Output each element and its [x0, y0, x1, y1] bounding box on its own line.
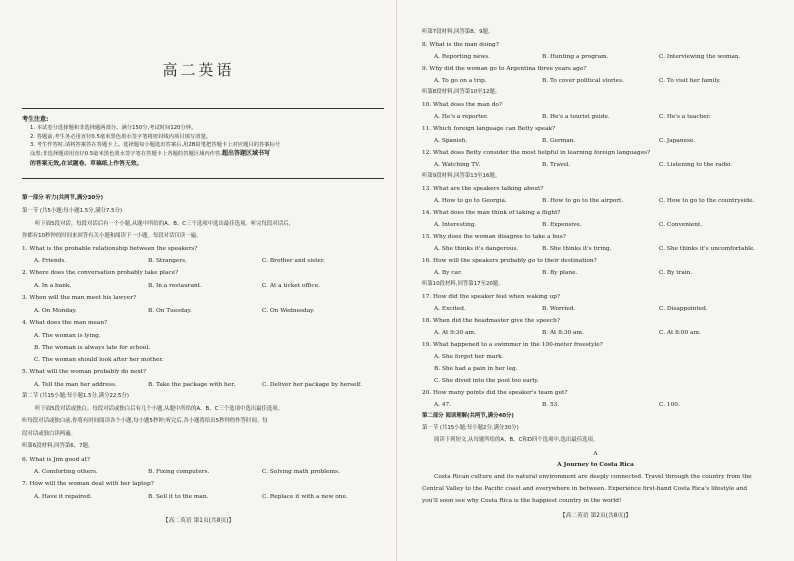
exam-text-line: 12. What does Betty consider the most helpful in learning foreign languages?	[422, 150, 651, 156]
exam-text-line: 听每段对话或独白前,你将有时间阅读各个小题,每小题5秒钟;听完后,各小题将给出5秒钟的作答时间。每	[22, 418, 268, 424]
exam-text-line: 9. Why did the woman go to Argentina three years ago?	[422, 66, 587, 72]
exam-text-line: C. The woman should look after her mother.	[34, 357, 164, 363]
exam-text-line: A. How to go to Georgia.	[434, 198, 507, 204]
exam-text-line: A. She forgot her mark.	[434, 354, 504, 360]
exam-text-line: B. How to go to the airport.	[542, 198, 624, 204]
page-footer: 【高二英语 第2页(共8页)】	[559, 513, 632, 519]
notice-item: 1. 本试卷分选择题和非选择题两部分。满分150分,考试时间120分钟。	[30, 125, 197, 132]
exam-text-line: C. By train.	[659, 270, 693, 276]
exam-text-line: 16. How will the speakers probably go to their destination?	[422, 258, 597, 264]
exam-text-line: B. German.	[542, 138, 576, 144]
exam-text-line: C. Listening to the radio.	[659, 162, 733, 168]
exam-text-line: C. 100.	[659, 402, 680, 408]
exam-text-line: B. The woman is always late for school.	[34, 345, 151, 351]
exam-text-line: 11. Which foreign language can Betty speak?	[422, 126, 556, 132]
exam-text-line: A. Have it repaired.	[34, 494, 92, 500]
exam-text-line: 15. Why does the woman disagree to take a bus?	[422, 234, 566, 240]
exam-text-line: 5. What will the woman probably do next?	[22, 369, 147, 375]
passage-line: you'll soon see why Costa Rica is the happiest country in the world!	[422, 498, 622, 504]
exam-text-line: A. In a bank.	[34, 283, 72, 289]
exam-text-line: 第一节 (共5小题;每小题1.5分,满分7.5分)	[22, 208, 123, 214]
exam-text-line: A. Watching TV.	[434, 162, 481, 168]
exam-text-line: C. Disappointed.	[659, 306, 708, 312]
exam-text-line: C. He's a teacher.	[659, 114, 711, 120]
exam-text-line: C. Replace it with a new one.	[262, 494, 348, 500]
exam-text-line: 6. What is Jim good at?	[22, 457, 91, 463]
exam-text-line: B. In a restaurant.	[148, 283, 202, 289]
exam-text-line: 第一节 (共15小题;每小题2分,满分30分)	[422, 425, 519, 431]
exam-text-line: C. Solving math problems.	[262, 469, 340, 475]
exam-text-line: C. She dived into the pool too early.	[434, 378, 539, 384]
exam-text-line: B. Sell it to the man.	[148, 494, 209, 500]
exam-text-line: 第一部分 听力(共两节,满分30分)	[22, 195, 104, 201]
exam-text-line: A. Spanish.	[434, 138, 468, 144]
exam-text-line: 8. What is the man doing?	[422, 42, 499, 48]
exam-text-line: C. On Wednesday.	[262, 308, 315, 314]
exam-page-2	[397, 0, 794, 561]
passage-line: Central Valley to the Pacific coast and everywhere in between. Experience first-hand Costa Rica's lifestyle and	[422, 486, 748, 492]
notice-item: 涂黑;非选择题请用直径0.5毫米黑色墨水签字笔在答题卡上各题的答题区域内作答,超出答题区域书写	[30, 150, 271, 158]
exam-text-line: B. 53.	[542, 402, 560, 408]
exam-text-line: 14. What does the man think of taking a flight?	[422, 210, 561, 216]
exam-text-line: C. At a ticket office.	[262, 283, 320, 289]
exam-text-line: 听第9段材料,回答第13至16题。	[422, 173, 501, 179]
page-footer: 【高二英语 第1页(共8页)】	[162, 518, 235, 524]
exam-text-line: B. Expensive.	[542, 222, 582, 228]
exam-text-line: B. Hunting a program.	[542, 54, 609, 60]
exam-text-line: C. At 8:00 am.	[659, 330, 701, 336]
exam-text-line: 20. How many points did the speaker's team get?	[422, 390, 568, 396]
exam-text-line: A. The woman is lying.	[34, 333, 101, 339]
exam-text-line: 1. What is the probable relationship between the speakers?	[22, 246, 198, 252]
exam-text-line: 19. What happened to a swimmer in the 100-meter freestyle?	[422, 342, 603, 348]
exam-text-line: A. 47.	[434, 402, 452, 408]
exam-text-line: A. Interesting.	[434, 222, 477, 228]
exam-text-line: 第二部分 阅读理解(共两节,满分40分)	[422, 413, 514, 419]
exam-text-line: A. On Monday.	[34, 308, 77, 314]
exam-text-line: 4. What does the man mean?	[22, 320, 108, 326]
exam-text-line: 18. When did the headmaster give the speech?	[422, 318, 560, 324]
exam-text-line: C. How to go to the countryside.	[659, 198, 755, 204]
notice-item: 3. 考生作答时,请将答案答在答题卡上。选择题每小题选出答案后,用2B铅笔把答题卡上对应题目的答案标号	[30, 142, 281, 148]
exam-text-line: A. He's a reporter.	[434, 114, 488, 120]
exam-text-line: B. To cover political stories.	[542, 78, 624, 84]
exam-text-line: 10. What does the man do?	[422, 102, 503, 108]
passage-line: Costa Rican culture and its natural environment are deeply connected. Travel through the country from the	[434, 474, 752, 480]
notice-bold: 超出答题区域书写	[222, 150, 271, 158]
exam-text-line: C. Interviewing the woman.	[659, 54, 741, 60]
exam-text-line: B. Travel.	[542, 162, 571, 168]
exam-text-line: 听第7段材料,回答第8、9题。	[422, 29, 494, 35]
exam-text-line: C. Convenient.	[659, 222, 703, 228]
exam-text-line: B. Worried.	[542, 306, 576, 312]
exam-text-line: A. Reporting news.	[434, 54, 491, 60]
exam-text-line: 2. Where does the conversation probably take place?	[22, 270, 179, 276]
exam-text-line: C. Japanese.	[659, 138, 696, 144]
exam-text-line: B. On Tuesday.	[148, 308, 192, 314]
exam-text-line: 17. How did the speaker feel when waking up?	[422, 294, 561, 300]
exam-text-line: A. She thinks it's dangerous.	[434, 246, 519, 252]
exam-text-line: C. To visit her family.	[659, 78, 721, 84]
exam-text-line: A. Comforting others.	[34, 469, 98, 475]
exam-text-line: A. To go on a trip.	[434, 78, 487, 84]
notice-item: 的答案无效,在试题卷、草稿纸上作答无效。	[30, 160, 143, 167]
exam-text-line: 阅读下列短文,从每题所给的A、B、C和D四个选项中,选出最佳选项。	[434, 437, 599, 443]
exam-text-line: B. Take the package with her.	[148, 382, 236, 388]
exam-text-line: 听下面5段对话。每段对话后有一个小题,从题中所给的A、B、C三个选项中选出最佳选项。听完每段对话后,	[35, 221, 291, 227]
exam-text-line: 7. How will the woman deal with her laptop?	[22, 481, 154, 487]
exam-text-line: C. She thinks it's uncomfortable.	[659, 246, 756, 252]
exam-text-line: 听下面5段对话或独白。每段对话或独白后有几个小题,从题中所给的A、B、C三个选项中选出最佳选项。	[35, 406, 284, 412]
passage-letter: A	[593, 451, 598, 457]
page-title: 高二英语	[162, 61, 235, 79]
exam-text-line: C. Brother and sister.	[262, 258, 325, 264]
exam-text-line: 听第10段材料,回答第17至20题。	[422, 281, 504, 287]
exam-text-line: 13. What are the speakers talking about?	[422, 186, 544, 192]
exam-text-line: A. By car.	[434, 270, 462, 276]
exam-text-line: B. At 8:30 am.	[542, 330, 584, 336]
exam-text-line: 第二节 (共15小题;每小题1.5分,满分22.5分)	[22, 393, 129, 399]
exam-text-line: B. She thinks it's tiring.	[542, 246, 612, 252]
exam-text-line: 听第8段材料,回答第10至12题。	[422, 89, 501, 95]
exam-text-line: 段对话或独白读两遍。	[22, 431, 76, 437]
notice-heading: 考生注意:	[22, 116, 49, 123]
exam-text-line: B. Strangers.	[148, 258, 187, 264]
exam-text-line: A. At 9:30 am.	[434, 330, 476, 336]
exam-text-line: B. She had a pain in her leg.	[434, 366, 518, 372]
exam-text-line: B. Fixing computers.	[148, 469, 210, 475]
exam-text-line: C. Deliver her package by herself.	[262, 382, 362, 388]
exam-text-line: 你都有10秒钟的时间来回答有关小题和阅读下一小题。每段对话仅读一遍。	[22, 233, 202, 239]
exam-text-line: B. By plane.	[542, 270, 578, 276]
exam-text-line: A. Tell the man her address.	[34, 382, 117, 388]
passage-title: A Journey to Costa Rica	[557, 462, 634, 468]
exam-text-line: A. Excited.	[434, 306, 466, 312]
exam-text-line: B. He's a tourist guide.	[542, 114, 610, 120]
notice-item: 2. 答题前,考生务必用直径0.5毫米黑色墨水签字笔将密封线内项目填写清楚。	[30, 133, 212, 140]
exam-text-line: A. Friends.	[34, 258, 67, 264]
exam-text-line: 3. When will the man meet his lawyer?	[22, 295, 137, 301]
notice-box	[22, 108, 384, 179]
exam-text-line: 听第6段材料,回答第6、7题。	[22, 443, 94, 449]
